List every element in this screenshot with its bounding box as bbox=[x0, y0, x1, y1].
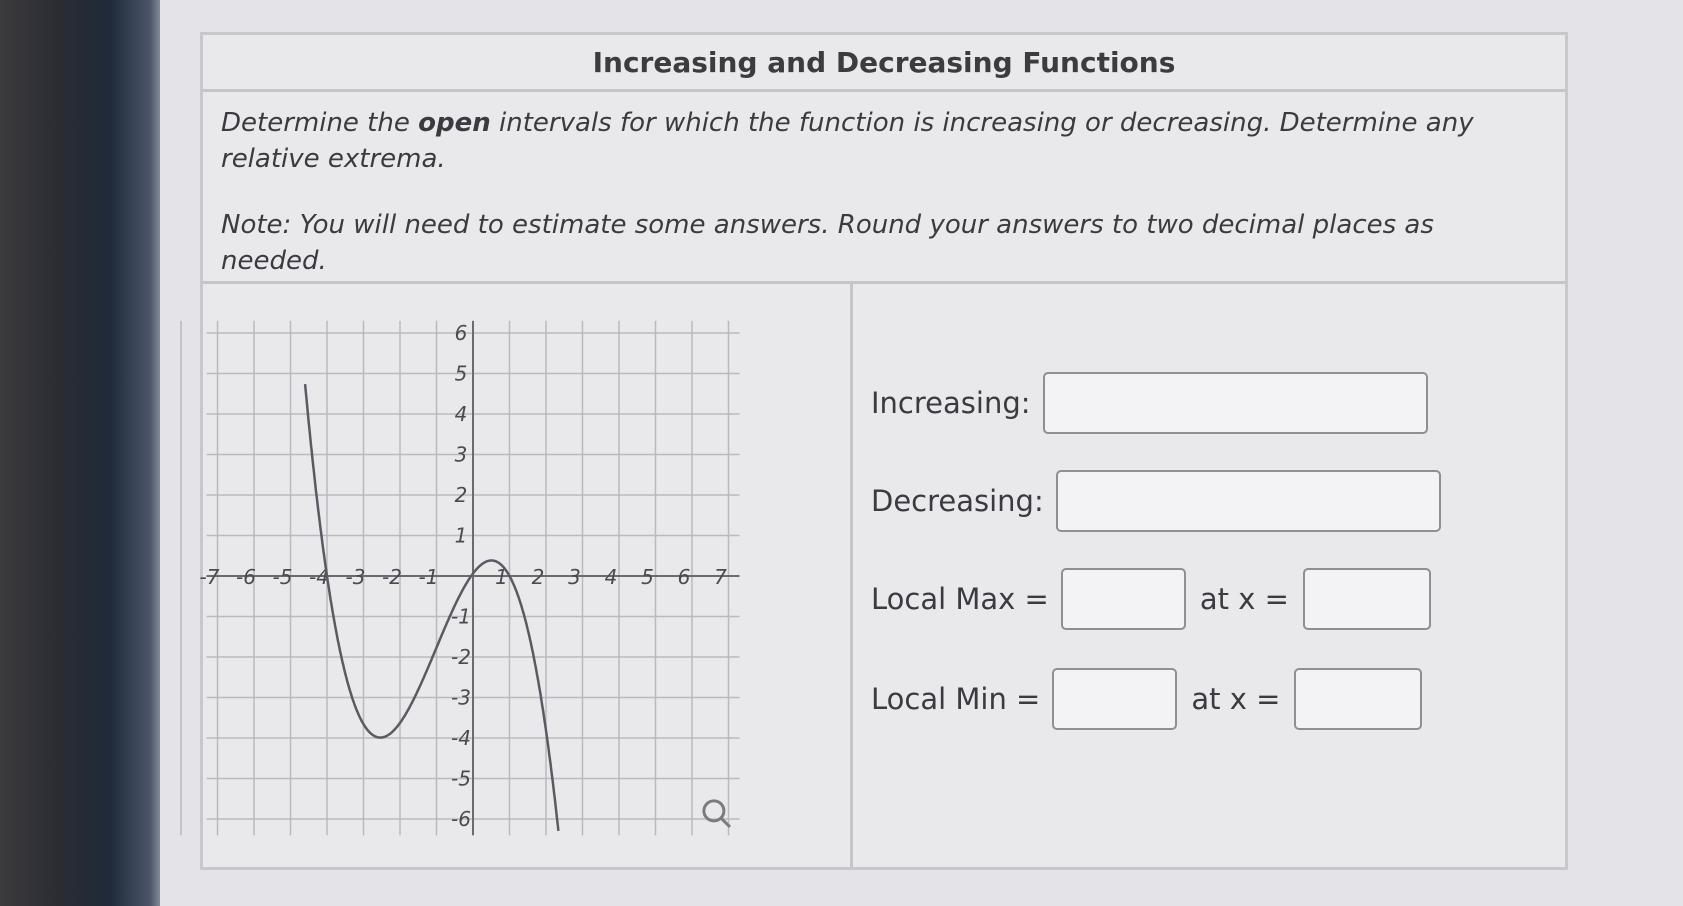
x-tick-label: -3 bbox=[345, 565, 366, 589]
local-min-at-label: at x = bbox=[1191, 682, 1281, 716]
x-tick-label: 7 bbox=[714, 565, 727, 589]
x-tick-label: -7 bbox=[199, 565, 220, 589]
y-tick-label: 2 bbox=[454, 483, 468, 507]
instruction-text: Determine the open intervals for which the function is increasing or decreasing. Determine any relative extrema. bbox=[221, 108, 1474, 174]
function-graph bbox=[199, 284, 853, 874]
y-tick-label: 6 bbox=[454, 321, 468, 345]
x-tick-label: -2 bbox=[382, 565, 402, 589]
graph-panel bbox=[199, 284, 853, 867]
local-max-x-input[interactable] bbox=[1303, 568, 1431, 630]
local-max-at-label: at x = bbox=[1199, 582, 1289, 616]
note-text: Note: You will need to estimate some answers. Round your answers to two decimal places as needed. bbox=[221, 210, 1434, 276]
y-tick-label: -1 bbox=[451, 604, 471, 629]
x-tick-label: 1 bbox=[495, 565, 508, 589]
x-tick-label: 2 bbox=[531, 565, 545, 589]
function-curve bbox=[305, 384, 558, 831]
local-max-label: Local Max = bbox=[871, 582, 1049, 616]
y-tick-label: 5 bbox=[454, 361, 468, 386]
x-tick-label: -4 bbox=[309, 565, 329, 589]
local-min-label: Local Min = bbox=[871, 682, 1041, 716]
local-max-row bbox=[871, 568, 1431, 630]
local-min-x-input[interactable] bbox=[1294, 668, 1422, 730]
x-tick-label: -6 bbox=[236, 565, 256, 589]
y-tick-label: -2 bbox=[451, 645, 471, 669]
x-tick-label: 4 bbox=[604, 565, 618, 589]
local-max-input[interactable] bbox=[1061, 568, 1186, 630]
y-tick-label: 1 bbox=[454, 523, 468, 548]
y-tick-label: -3 bbox=[451, 685, 471, 710]
y-tick-label: 3 bbox=[454, 442, 468, 467]
decreasing-input[interactable] bbox=[1056, 470, 1441, 532]
x-tick-label: 3 bbox=[568, 565, 581, 589]
page-title: Increasing and Decreasing Functions bbox=[203, 35, 1565, 92]
decreasing-row bbox=[871, 470, 1441, 532]
instructions bbox=[221, 105, 1545, 309]
local-min-input[interactable] bbox=[1052, 668, 1177, 730]
increasing-input[interactable] bbox=[1043, 372, 1428, 434]
problem-card bbox=[200, 32, 1568, 870]
decreasing-label: Decreasing: bbox=[871, 484, 1044, 518]
x-tick-label: 6 bbox=[677, 565, 691, 589]
y-tick-label: -4 bbox=[451, 726, 471, 750]
y-tick-label: 4 bbox=[454, 402, 468, 426]
y-tick-label: -6 bbox=[451, 807, 471, 831]
increasing-row bbox=[871, 372, 1428, 434]
screen bbox=[160, 0, 1683, 906]
local-min-row bbox=[871, 668, 1422, 730]
y-tick-label: -5 bbox=[451, 766, 471, 791]
x-tick-label: -5 bbox=[272, 565, 293, 589]
answer-panel bbox=[853, 284, 1565, 867]
x-tick-label: -1 bbox=[418, 565, 439, 589]
increasing-label: Increasing: bbox=[871, 386, 1031, 420]
x-tick-label: 5 bbox=[641, 565, 654, 589]
